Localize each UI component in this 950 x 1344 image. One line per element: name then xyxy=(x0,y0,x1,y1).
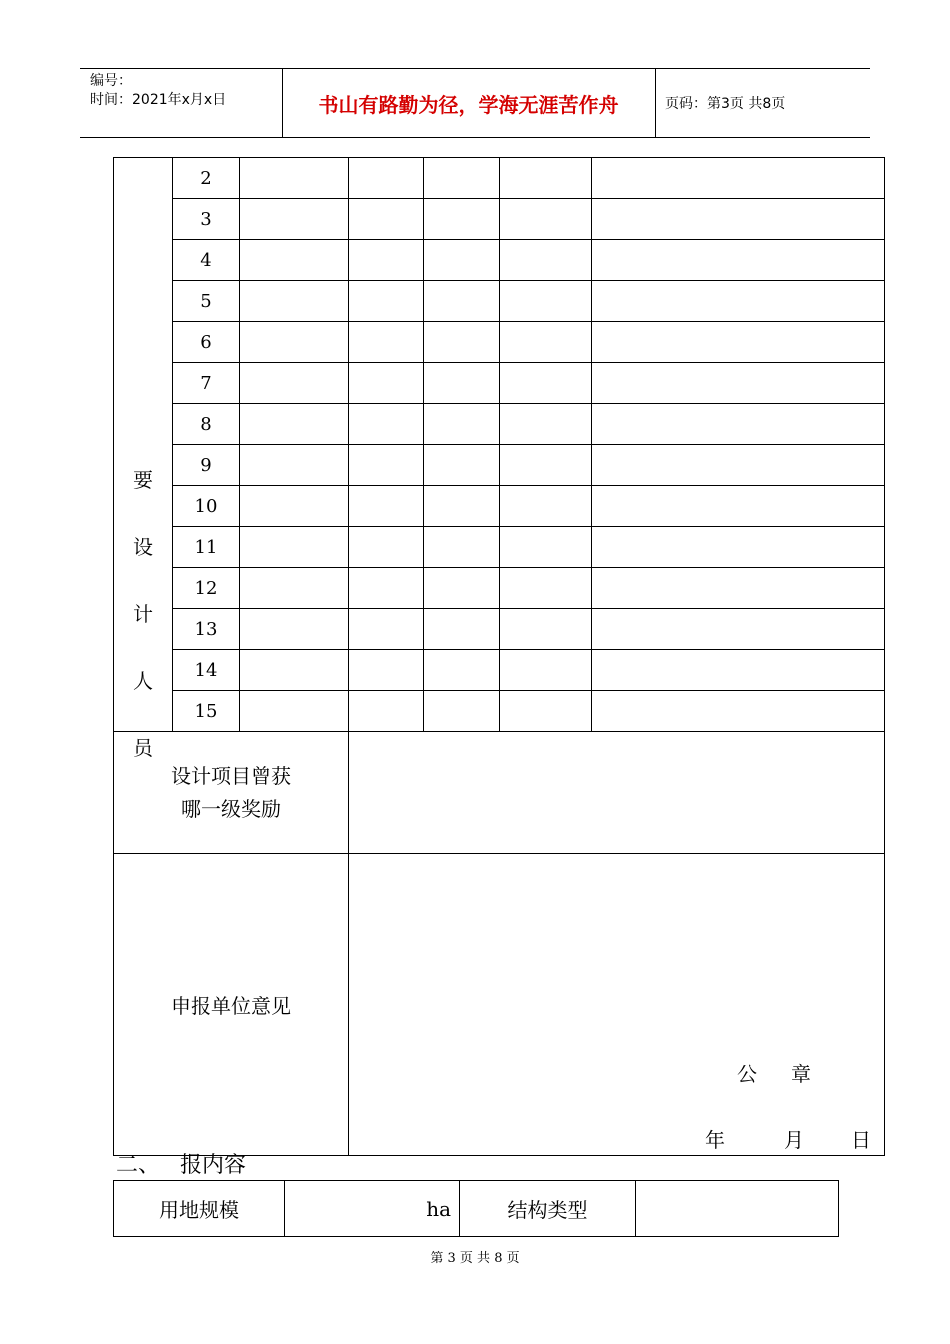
cell[interactable] xyxy=(349,527,424,568)
cell[interactable] xyxy=(349,281,424,322)
cell[interactable] xyxy=(592,445,885,486)
opinion-label: 申报单位意见 xyxy=(171,994,291,1018)
cell[interactable] xyxy=(349,445,424,486)
name-cell[interactable] xyxy=(240,281,349,322)
name-cell[interactable] xyxy=(240,650,349,691)
cell[interactable] xyxy=(424,240,500,281)
cell[interactable] xyxy=(592,281,885,322)
row-number: 10 xyxy=(173,486,240,527)
opinion-label-cell xyxy=(114,854,349,1156)
table-row xyxy=(114,527,885,568)
project-scale-table xyxy=(113,1180,839,1237)
cell[interactable] xyxy=(592,240,885,281)
cell[interactable] xyxy=(349,568,424,609)
row-number: 4 xyxy=(173,240,240,281)
cell[interactable] xyxy=(500,609,592,650)
row-number: 11 xyxy=(173,527,240,568)
row-number: 2 xyxy=(173,158,240,199)
cell[interactable] xyxy=(500,240,592,281)
name-cell[interactable] xyxy=(240,158,349,199)
cell[interactable] xyxy=(349,609,424,650)
page-header xyxy=(80,68,870,138)
vertical-char: 设 xyxy=(133,535,153,559)
cell[interactable] xyxy=(592,650,885,691)
cell[interactable] xyxy=(424,322,500,363)
row-number: 7 xyxy=(173,363,240,404)
official-seal-label xyxy=(737,1058,811,1087)
cell[interactable] xyxy=(592,158,885,199)
land-scale-label: 用地规模 xyxy=(114,1181,285,1237)
table-row xyxy=(114,568,885,609)
cell[interactable] xyxy=(424,199,500,240)
cell[interactable] xyxy=(424,445,500,486)
name-cell[interactable] xyxy=(240,404,349,445)
vertical-char: 员 xyxy=(133,736,153,760)
cell[interactable] xyxy=(500,363,592,404)
section-number: 二、 xyxy=(116,1153,161,1178)
cell[interactable] xyxy=(349,486,424,527)
cell[interactable] xyxy=(500,199,592,240)
table-row xyxy=(114,609,885,650)
row-number: 15 xyxy=(173,691,240,732)
cell[interactable] xyxy=(592,322,885,363)
opinion-row xyxy=(114,854,885,1156)
name-cell[interactable] xyxy=(240,199,349,240)
name-cell[interactable] xyxy=(240,363,349,404)
cell[interactable] xyxy=(500,445,592,486)
table-row xyxy=(114,486,885,527)
row-number: 3 xyxy=(173,199,240,240)
year-label: 年 xyxy=(705,1128,725,1152)
name-cell[interactable] xyxy=(240,445,349,486)
vertical-char: 人 xyxy=(133,669,153,693)
cell[interactable] xyxy=(424,609,500,650)
name-cell[interactable] xyxy=(240,568,349,609)
cell[interactable] xyxy=(424,404,500,445)
row-number: 6 xyxy=(173,322,240,363)
cell[interactable] xyxy=(592,363,885,404)
table-row xyxy=(114,322,885,363)
cell[interactable] xyxy=(500,650,592,691)
vertical-char: 计 xyxy=(133,602,153,626)
name-cell[interactable] xyxy=(240,609,349,650)
day-label: 日 xyxy=(851,1128,871,1152)
table-row xyxy=(114,281,885,322)
cell[interactable] xyxy=(424,650,500,691)
cell[interactable] xyxy=(424,158,500,199)
structure-type-label: 结构类型 xyxy=(460,1181,636,1237)
cell[interactable] xyxy=(500,281,592,322)
row-number: 12 xyxy=(173,568,240,609)
cell[interactable] xyxy=(349,691,424,732)
opinion-input-cell[interactable] xyxy=(349,854,885,1156)
awards-label-line: 设计项目曾获 xyxy=(171,763,291,788)
table-row xyxy=(114,650,885,691)
cell[interactable] xyxy=(500,527,592,568)
design-staff-vertical-label xyxy=(120,447,166,782)
cell[interactable] xyxy=(592,568,885,609)
section-title: 报内容 xyxy=(180,1153,247,1178)
table-row xyxy=(114,691,885,732)
cell[interactable] xyxy=(500,158,592,199)
cell[interactable] xyxy=(500,322,592,363)
cell[interactable] xyxy=(424,527,500,568)
section-2-heading xyxy=(116,1153,246,1179)
table-row xyxy=(114,240,885,281)
seal-char: 章 xyxy=(791,1062,811,1086)
name-cell[interactable] xyxy=(240,527,349,568)
table-row xyxy=(114,404,885,445)
table-row xyxy=(114,363,885,404)
land-scale-input[interactable] xyxy=(285,1181,460,1237)
cell[interactable] xyxy=(349,240,424,281)
land-unit: ha xyxy=(426,1196,451,1221)
awards-row xyxy=(114,732,885,854)
cell[interactable] xyxy=(592,527,885,568)
row-number: 13 xyxy=(173,609,240,650)
cell[interactable] xyxy=(349,404,424,445)
cell[interactable] xyxy=(349,158,424,199)
page-footer: 第 3 页 共 8 页 xyxy=(430,1251,520,1266)
name-cell[interactable] xyxy=(240,240,349,281)
header-motto: 书山有路勤为径，学海无涯苦作舟 xyxy=(318,92,619,117)
cell[interactable] xyxy=(349,650,424,691)
month-label: 月 xyxy=(784,1128,804,1152)
header-page-label: 页码：第3页 共8页 xyxy=(665,96,786,112)
cell[interactable] xyxy=(500,404,592,445)
name-cell[interactable] xyxy=(240,486,349,527)
name-cell[interactable] xyxy=(240,322,349,363)
code-label: 编号： xyxy=(90,73,132,89)
cell[interactable] xyxy=(592,609,885,650)
cell[interactable] xyxy=(592,199,885,240)
table-row xyxy=(114,1181,839,1237)
table-row xyxy=(114,158,885,199)
table-row xyxy=(114,445,885,486)
cell[interactable] xyxy=(592,486,885,527)
awards-input-cell[interactable] xyxy=(349,732,885,854)
header-meta xyxy=(90,72,226,110)
cell[interactable] xyxy=(424,568,500,609)
awards-label-line: 哪一级奖励 xyxy=(181,796,281,821)
seal-char: 公 xyxy=(737,1062,757,1086)
cell[interactable] xyxy=(349,363,424,404)
cell[interactable] xyxy=(349,322,424,363)
cell[interactable] xyxy=(424,486,500,527)
cell[interactable] xyxy=(500,486,592,527)
cell[interactable] xyxy=(500,691,592,732)
header-divider xyxy=(655,69,656,137)
cell[interactable] xyxy=(424,281,500,322)
row-number: 14 xyxy=(173,650,240,691)
table-row xyxy=(114,199,885,240)
cell[interactable] xyxy=(592,691,885,732)
cell[interactable] xyxy=(424,363,500,404)
row-number: 8 xyxy=(173,404,240,445)
name-cell[interactable] xyxy=(240,691,349,732)
cell[interactable] xyxy=(349,199,424,240)
structure-type-input[interactable] xyxy=(636,1181,839,1237)
cell[interactable] xyxy=(424,691,500,732)
design-staff-table xyxy=(113,157,885,1156)
cell[interactable] xyxy=(592,404,885,445)
cell[interactable] xyxy=(500,568,592,609)
time-label: 时间：2021年x月x日 xyxy=(90,92,227,108)
vertical-char: 要 xyxy=(133,468,153,492)
row-number: 5 xyxy=(173,281,240,322)
row-number: 9 xyxy=(173,445,240,486)
